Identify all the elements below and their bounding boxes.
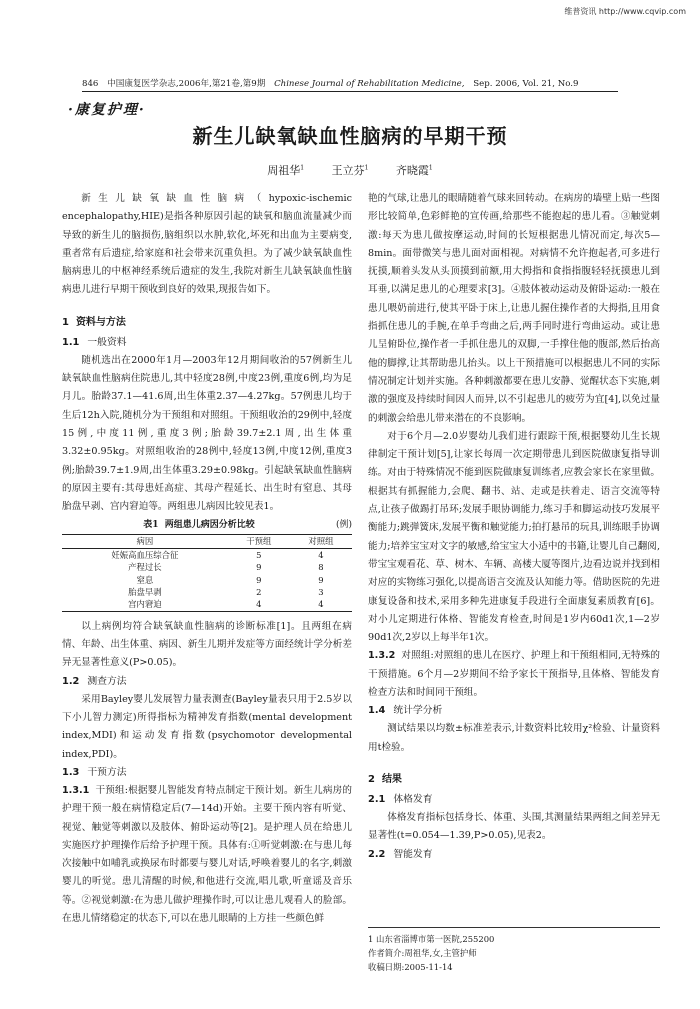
body-paragraph: 随机选出在2000年1月—2003年12月期间收治的57例新生儿缺氧缺血性脑病住院患儿,其中轻度28例,中度23例,重度6例,均为足月儿。胎龄37.1—41.6周,出生体重2.37—4.27kg。57例患儿均于生后12h入院,随机分为干预组和对照组。干预组收治的29例中,轻度15例,中度11例,重度3例;胎龄39.7±2.1周,出生体重3.32±0.95kg。对照组收治的28例中,轻度13例,中度12例,重度3例;胎龄39.7±1.9周,出生体重3.29±0.98kg。引起缺氧缺血性脑病的原因主要有:其母患妊高症、其母产程延长、出生时有窒息、其母胎盘早剥、宫内窘迫等。两组患儿病因比较见表1。	[62, 354, 352, 513]
page-number: 846	[82, 79, 99, 89]
table-header-row: 病因 干预组 对照组	[62, 535, 352, 548]
subsection-heading: 1.2 测查方法	[62, 675, 127, 687]
footnote-received-date: 收稿日期:2005-11-14	[368, 962, 453, 972]
author: 齐晓霞$^1$	[395, 164, 433, 177]
right-column	[368, 190, 660, 864]
subsection-heading: 2.2 智能发育	[368, 848, 433, 860]
body-paragraph: 测试结果以均数±标准差表示,计数资料比较用χ²检验、计量资料用t检验。	[368, 723, 660, 753]
footnote-author-bio: 作者简介:周祖华,女,主管护师	[368, 948, 477, 958]
body-paragraph: 1.3.2 对照组:对照组的患儿在医疗、护理上和干预组相同,无特殊的干预措施。6个月—2岁期间不给予家长干预指导,且体格、智能发育检查方法和时间同干预组。	[368, 650, 660, 699]
body-paragraph: 对于6个月—2.0岁婴幼儿我们进行跟踪干预,根据婴幼儿生长规律制定干预计划[5],让家长每周一次定期带患儿到医院做康复指导训练。对由于特殊情况不能到医院做康复训练者,应教会家长在家里做。根据其有抓握能力,会爬、翻书、站、走或是扶着走、语言交流等特点,让孩子做踢打吊环;发展手眼协调能力,练习手和脚运动技巧发展平衡能力;跳弹簧床,发展平衡和触觉能力;拍打悬吊的玩具,训练眼手协调能力;培养宝宝对文字的敏感,给宝宝大小适中的书籍,让婴儿自己翻阅,带宝宝观看花、草、树木、车辆、高楼大厦等图片,边看边说并找到相对应的实物练习强化,以提高语言交流及认知能力等。借助医院的先进康复设备和技术,采用多种先进康复手段进行全面康复素质教育[6]。对小儿定期进行体格、智能发育检查,时间是1岁内60d1次,1—2岁90d1次,2岁以上每半年1次。	[368, 430, 660, 644]
table-row: 妊娠高血压综合征 5 4	[111, 549, 324, 560]
body-paragraph: 以上病例均符合缺氧缺血性脑病的诊断标准[1]。且两组在病情、年龄、出生体重、病因、新生儿期并发症等方面经统计学分析差异无显著性意义(P>0.05)。	[62, 620, 352, 669]
body-paragraph: 1.3.1 干预组:根据婴儿智能发育特点制定干预计划。新生儿病房的护理干预一般在病情稳定后(7—14d)开始。主要干预内容有听觉、视觉、触觉等刺激以及肢体、俯卧运动等[2]。是护理人员在给患儿实施医疗护理操作后给予护理干预。具体有:①听觉刺激:在与患儿每次接触中如哺乳或换尿布时都要与婴儿对话,呼唤着婴儿的名字,刺激婴儿的听觉。患儿清醒的时候,和他进行交流,唱儿歌,听童谣及音乐等。②视觉刺激:在为患儿做护理操作时,可以让患儿观看人的脸部。在患儿情绪稳定的状态下,可以在患儿眼睛的上方挂一些颜色鲜	[62, 784, 352, 925]
intro-paragraph: 新生儿缺氧缺血性脑病（hypoxic-ischemic encephalopathy,HIE)是指各种原因引起的缺氧和脑血流量减少而导致的新生儿的脑损伤,脑组织以水肿,软化,坏死和出血为主要病变,重者常有后遗症,给家庭和社会带来沉重负担。为了减少缺氧缺血性脑病患儿的中枢神经系统后遗症的发生,我院对新生儿缺氧缺血性脑病患儿进行早期干预收到良好的效果,现报告如下。	[62, 193, 352, 296]
subsection-heading: 1.3 干预方法	[62, 766, 127, 778]
body-paragraph: 艳的气球,让患儿的眼睛随着气球来回转动。在病房的墙壁上贴一些图形比较简单,色彩鲜艳的宣传画,给那些不能抱起的患儿看。③触觉刺激:每天为患儿做按摩运动,时间的长短根据患儿情况而定,每次5—8min。面带微笑与患儿面对面相视。对病情不允许抱起者,可多进行抚摸,顺着头发从头顶摸到前额,用大拇指和食指指腹轻轻抚摸患儿到耳垂,以满足患儿的心理要求[3]。④肢体被动运动及俯卧运动:一般在患儿喂奶前进行,使其平卧于床上,让患儿握住操作者的大拇指,且用食指抓住患儿的手腕,在单手弯曲之后,两手同时进行弯曲运动。或让患儿呈俯卧位,操作者一手抓住患儿的双脚,一手撑住他的腹部,然后抬高他的脚撑,让其帮助患儿抬头。以上干预措施可以根据患儿不同的实际情况制定计划并实施。各种刺激都要在患儿安静、觉醒状态下实施,刺激的强度及持续时间因人而异,以不引起患儿的疲劳为宜[4],以免过量的刺激会给患儿带来潜在的不良影响。	[368, 193, 660, 424]
section-heading: 1 资料与方法	[62, 316, 126, 328]
subsection-heading: 1.1 一般资料	[62, 336, 127, 348]
author-list	[0, 162, 700, 178]
table-caption: 表1 两组患儿病因分析比较 (例)	[143, 520, 352, 531]
subsection-heading: 1.4 统计学分析	[368, 705, 443, 717]
author: 周祖华$^1$	[267, 164, 305, 177]
running-header	[82, 77, 618, 92]
issue-info: Sep. 2006, Vol. 21, No.9	[473, 79, 579, 89]
etiology-table	[62, 534, 352, 611]
left-column	[62, 190, 352, 928]
section-label: ·康复护理·	[68, 102, 146, 118]
table-row: 产程过长 9 8	[128, 562, 324, 573]
subsection-heading: 2.1 体格发育	[368, 793, 433, 805]
author: 王立芬$^1$	[331, 164, 369, 177]
section-heading: 2 结果	[368, 773, 402, 785]
table-row: 胎盘早剥 2 3	[128, 587, 324, 598]
footnote	[368, 927, 660, 974]
journal-cn: 中国康复医学杂志,2006年,第21卷,第9期	[107, 79, 266, 89]
journal-en: Chinese Journal of Rehabilitation Medicine,	[274, 79, 465, 89]
article-title: 新生儿缺氧缺血性脑病的早期干预	[192, 124, 508, 148]
body-paragraph: 体格发育指标包括身长、体重、头围,其测量结果两组之间差异无显著性(t=0.054—1.39,P>0.05),见表2。	[368, 811, 660, 842]
footnote-affiliation: 1 山东省淄博市第一医院,255200	[368, 934, 495, 944]
watermark: 维普资讯 http://www.cqvip.com	[564, 7, 686, 16]
body-paragraph: 采用Bayley婴儿发展智力量表测查(Bayley量表只用于2.5岁以下小儿智力测定)所得指标为精神发育指数(mental development index,MDI)和运动发育指数(psychomotor developmental index,PDI)。	[62, 693, 352, 760]
table-row: 窒息 9 9	[136, 574, 324, 585]
table-row: 宫内窘迫 4 4	[62, 598, 352, 611]
